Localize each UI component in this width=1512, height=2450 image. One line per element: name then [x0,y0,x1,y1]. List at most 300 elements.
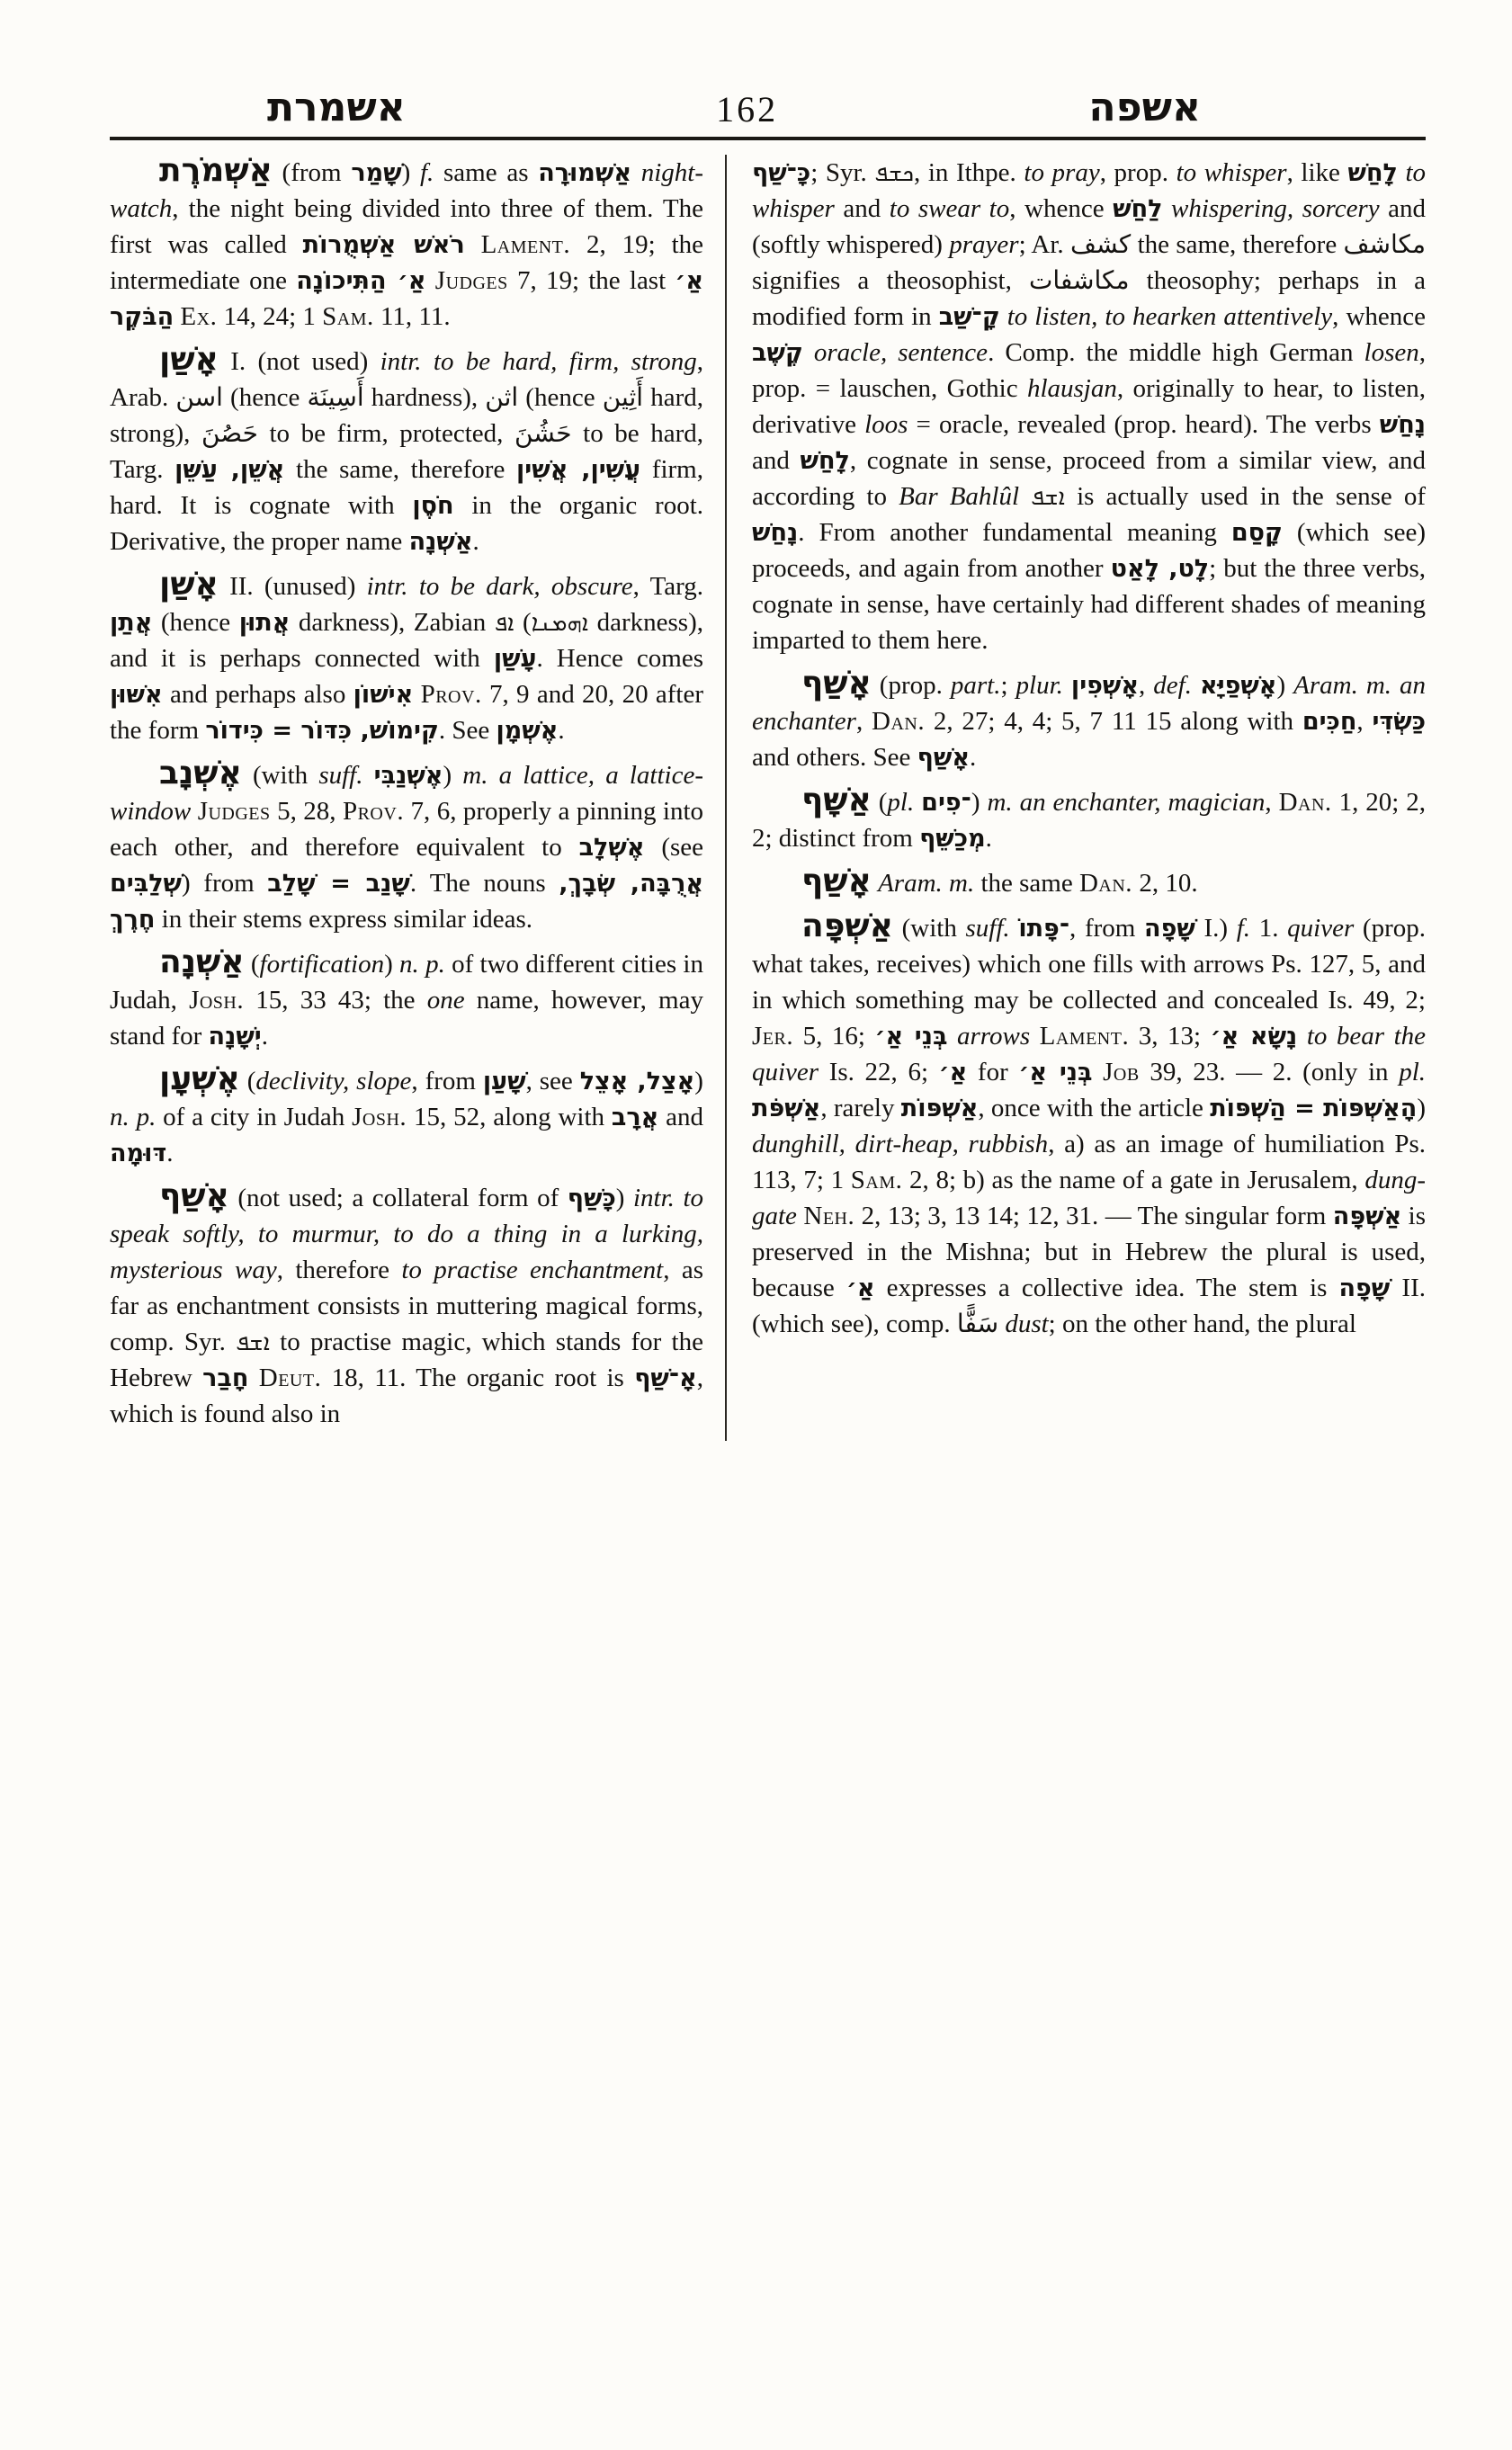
body-text: II. (unused) [218,572,367,601]
hebrew-headword: אָשַׁף [801,863,872,899]
reference-abbrev: Josh. [189,986,245,1015]
italic-text: to bear the quiver [752,1022,1427,1086]
hebrew-text: נָשָׂא אַ׳ [1210,1023,1298,1051]
hebrew-headword: אָשַׁן [159,566,219,603]
body-text: , once with the article [978,1094,1211,1122]
hebrew-text: אֲשֵׁן, עַשֵּׁן [174,456,285,484]
dictionary-entry [110,1060,703,1171]
hebrew-text: אָשְׁפִין [1070,672,1140,700]
body-text [1030,1022,1040,1051]
body-text: expresses a collective idea. The stem is [874,1274,1339,1302]
body-text: 15, 52, along with [407,1103,612,1131]
hebrew-text: נָחַשׁ [1379,411,1426,439]
italic-text: def. [1153,671,1192,700]
reference-abbrev: Prov. [420,680,482,709]
hebrew-text: אֶשְׁמָן [496,717,559,745]
italic-text: fortification [259,950,385,979]
body-text: 15, 33 43; the [244,986,427,1015]
dictionary-entry [752,667,1426,775]
italic-text: plur. [1015,671,1063,700]
body-text [1162,194,1171,223]
hebrew-headword: אֶשְׁעָן [159,1060,240,1097]
body-text: ) [1417,1094,1426,1122]
hebrew-text: חַכִּים [1302,708,1357,736]
hebrew-text: אָשַׁף [917,744,970,772]
syriac-text: ܟܫܦ [874,160,914,187]
body-text: ( [239,1067,256,1095]
hebrew-text: שָׁפָה [1144,915,1195,943]
italic-text: hlausjan [1026,374,1117,403]
hebrew-text: בְּנֵי אַ׳ [1018,1059,1093,1086]
body-text: , [1139,671,1154,700]
body-text: , in Ithpe. [913,158,1024,187]
hebrew-text: אַ׳ הַבֹּקֶר [110,267,704,331]
body-text: , cognate in sense, proceed from a similar view, and according to [752,446,1426,511]
dictionary-entry [752,155,1426,658]
syriac-text: ܐܦ [494,610,514,637]
body-text: (prop. what takes, receives) which one fills with arrows Ps. 127, 5, and in which something may be collected and concealed Is. 49, 2; [752,914,1426,1015]
body-text: the same, therefore [284,455,517,484]
column-left [110,152,725,1441]
body-text: 5, 16; [793,1022,875,1051]
hebrew-text: קִימוֹשׁ, כִּדּוֹר = כִּידוֹר [205,717,439,745]
hebrew-text: קָ־שַׁב [938,303,1000,331]
italic-text: part. [950,671,1001,700]
body-text [408,572,419,601]
body-text: and [752,446,801,475]
hebrew-headword: אַשְׁמֹרֶת [159,152,273,189]
body-text: theosophy; perhaps in a modified form in [752,266,1427,331]
body-text: (prop. [871,671,951,700]
body-text: ( [244,950,260,979]
hebrew-text: לָט, לָאַט [1110,555,1210,583]
italic-text: Aram. m. [878,869,975,898]
dictionary-entry [110,757,703,937]
hebrew-text: אֶשְׁנַבִּי [373,762,443,790]
body-text [803,338,814,367]
hebrew-text: הָאַשְׁפּוֹת = הַשְׁפּוֹת [1210,1095,1418,1122]
syriac-text: ܐܫܦ [236,1329,270,1356]
body-text: (with [241,761,319,790]
body-text: 2, 19; the intermediate one [110,230,703,295]
body-text: 2, 27; 4, 4; 5, 7 11 15 along with [925,707,1302,736]
body-text: , prop. [1099,158,1176,187]
italic-text: dung-gate [752,1166,1427,1230]
italic-text: m. a lattice, a lattice-window [110,761,703,826]
arabic-text: اثن [485,382,519,412]
italic-text: to whisper [1176,158,1287,187]
hebrew-text: שְׁלַבִּים [110,870,183,898]
syriac-text: ܐܫܦ [1031,484,1065,511]
arabic-text: مكاشفات [1028,265,1130,295]
body-text: ; [1000,671,1016,700]
body-text [191,797,197,826]
body-text [1010,914,1019,943]
body-text: 1, 20; 2, 2; distinct from [752,788,1426,853]
body-text: firm, hard. It is cognate with [110,455,703,520]
body-text: , rarely [820,1094,901,1122]
body-text: 3, 13; [1129,1022,1211,1051]
italic-text: intr. [366,572,408,601]
body-text: in the organic root. Derivative, the proper name [110,491,703,556]
header-catchword-left: אשמרת [267,85,406,130]
hebrew-text: מְכַשֵּׁף [919,825,986,853]
hebrew-text: שָׁפָה [1338,1274,1391,1302]
body-text [422,347,434,376]
hebrew-text: אַשְׁפֹּת [752,1095,821,1122]
body-text: (hence [152,608,239,637]
body-text: 39, 23. — 2. (only in [1139,1058,1400,1086]
body-text: is preserved in the Mishna; but in Hebrew the plural is used, because [752,1202,1427,1302]
hebrew-text: עֲשִׁין, אֲשִׁין [516,456,641,484]
body-text: ; on the other hand, the plural [1048,1310,1356,1338]
dictionary-entry [752,910,1426,1342]
body-text: . [985,824,992,853]
body-text: , as far as enchantment consists in muttering magical forms, comp. Syr. [110,1256,703,1356]
hebrew-text: שָׁנַב = שָׁלַב [267,870,410,898]
body-text [1000,302,1007,331]
column-right [727,155,1426,1441]
hebrew-text: אָשְׁפַיָּא [1199,672,1277,700]
body-text: name, however, may stand for [110,986,703,1051]
body-text: of two different cities in Judah, [110,950,703,1015]
hebrew-text: אַ׳ [938,1059,968,1086]
body-text: 2, 8; b) as the name of a gate in Jerusalem, [902,1166,1365,1194]
body-text: , a) as an image of humiliation Ps. 113, 7; 1 [752,1130,1426,1194]
body-text: and others. See [752,743,917,772]
italic-text: n. p. [110,1103,157,1131]
italic-text: to pray [1024,158,1100,187]
hebrew-text: אַשְׁנָה [408,528,473,556]
body-text: , [1265,788,1279,817]
reference-abbrev: Judges [434,266,508,295]
body-text: . See [438,716,497,745]
italic-text: to be hard, firm, strong [433,347,697,376]
reference-abbrev: Judges [197,797,271,826]
body-text: 5, 28, [270,797,343,826]
italic-text: oracle, sentence [813,338,989,367]
body-text: ) [401,158,420,187]
body-text [426,266,435,295]
body-text: ( [871,788,888,817]
body-text: same as [434,158,539,187]
body-text: the same [974,869,1079,898]
body-text: , whence [1009,194,1114,223]
hebrew-text: אֶשְׁלָב [578,834,645,862]
body-text: (hence [222,383,308,412]
body-text: and (softly whispered) [752,194,1426,259]
reference-abbrev: Sam. [322,302,374,331]
body-text: Is. 22, 6; [819,1058,939,1086]
arabic-text: أَثِين [602,382,644,412]
reference-abbrev: Sam. [850,1166,903,1194]
header-catchword-right: אשפה [1088,85,1201,130]
italic-text: loos [864,410,908,439]
hebrew-headword: אָשַׁן [159,341,219,378]
reference-abbrev: Dan. [1078,869,1133,898]
italic-text: arrows [956,1022,1031,1051]
body-text: is actually used in the sense of [1065,482,1426,511]
columns-container [110,140,1426,1441]
hebrew-headword: אַשְׁנָה [159,943,245,980]
reference-abbrev: Dan. [1278,788,1332,817]
hebrew-text: רֹאשׁ אַשְׁמֻרוֹת [302,231,465,259]
body-text: to be hard, Targ. [110,419,703,484]
body-text [1092,1058,1103,1086]
body-text: . [969,743,977,772]
body-text [413,680,420,709]
italic-text: quiver [1287,914,1355,943]
dictionary-entry [752,865,1426,901]
body-text: hardness), [363,383,486,412]
body-text: I. (not used) [218,347,380,376]
hebrew-text: יְשָׁנָה [208,1023,262,1051]
italic-text: one [426,986,465,1015]
body-text: , from [1069,914,1145,943]
hebrew-text: אִשּׁוּן [110,681,163,709]
body-text [363,761,374,790]
hebrew-text: אַ׳ הַתִּיכוֹנָה [296,267,426,295]
arabic-text: مكاشف [1343,229,1426,259]
body-text: the same, therefore [1131,230,1344,259]
body-text: 14, 24; 1 [217,302,323,331]
reference-abbrev: Ex. [180,302,218,331]
body-text: . [166,1139,174,1167]
body-text: ( [514,608,532,637]
dictionary-entry [110,341,703,559]
reference-abbrev: Prov. [342,797,405,826]
hebrew-text: אַ׳ [845,1274,875,1302]
body-text: , whence [1332,302,1426,331]
body-text: ) [971,788,988,817]
dictionary-entry [110,568,703,748]
body-text: I.) [1194,914,1237,943]
italic-text: suff. [965,914,1010,943]
body-text: , therefore [276,1256,402,1284]
italic-text: f. [419,158,434,187]
body-text [1297,1022,1307,1051]
italic-text: whispering, sorcery [1171,194,1380,223]
body-text: ) [1276,671,1294,700]
arabic-text: أَسِينَة [307,382,364,412]
hebrew-text: לָחַשׁ [1347,159,1398,187]
hebrew-text: חֹסֶן [412,492,454,520]
body-text: hard, strong), [110,383,703,448]
body-text: , prop. = lauschen, Gothic [752,338,1427,403]
body-text: (with [892,914,966,943]
italic-text: dust [1005,1310,1049,1338]
dictionary-entry [110,152,704,335]
body-text: , like [1286,158,1348,187]
body-text: , Targ. [632,572,704,601]
body-text: 11, 11. [373,302,451,331]
italic-text: dunghill, dirt-heap, rubbish [752,1130,1049,1158]
body-text: ; but the three verbs, cognate in sense, have certainly had different shades of meaning imparted to them here. [752,554,1426,655]
italic-text: intr. [380,347,422,376]
body-text: ) [615,1184,633,1212]
italic-text: to swear to [889,194,1010,223]
body-text: darkness), Zabian [290,608,495,637]
hebrew-text: דּוּמָה [110,1140,167,1167]
hebrew-text: אַשְׁפָּה [1332,1203,1402,1230]
hebrew-text: ־פָּתוֹ [1018,915,1070,943]
body-text: (not used; a collateral form of [228,1184,568,1212]
hebrew-text: חָבַר [202,1364,249,1392]
body-text: = oracle, revealed (prop. heard). The verbs [908,410,1380,439]
reference-abbrev: Josh. [352,1103,407,1131]
body-text: 18, 11. The organic root is [321,1364,635,1392]
hebrew-text: אָ־שַׁף [634,1364,697,1392]
hebrew-headword: אָשַׁף [801,665,872,702]
hebrew-text: שָׁעַן [482,1068,526,1095]
italic-text: to practise enchantment [401,1256,664,1284]
body-text: (hence [518,383,603,412]
body-text: , originally to hear, to listen, derivative [752,374,1426,439]
body-text [248,1364,258,1392]
body-text: and perhaps also [162,680,353,709]
body-text [465,230,481,259]
italic-text: to listen, to hearken attentively [1007,302,1333,331]
page-header [110,63,1426,140]
dictionary-entry [110,1177,704,1432]
body-text: ) from [182,869,268,898]
hebrew-text: עָשַׁן [493,645,537,673]
hebrew-headword: אָשַׁף [159,1177,229,1214]
body-text: . [472,527,479,556]
italic-text: night-watch [110,158,703,223]
body-text: 7, 9 and 20, 20 after the form [110,680,703,745]
body-text: , see [525,1067,580,1095]
italic-text: n. p. [399,950,445,979]
body-text: 7, 6, properly a pinning into each other, and therefore equivalent to [110,797,704,862]
italic-text: intr. [632,1184,675,1212]
body-text: darkness), and it is perhaps connected with [110,608,703,673]
reference-abbrev: Lament. [1039,1022,1130,1051]
body-text: of a city in Judah [156,1103,353,1131]
body-text: , from [411,1067,483,1095]
reference-abbrev: Deut. [258,1364,322,1392]
body-text: . [558,716,565,745]
body-text: and [834,194,890,223]
body-text: 1. [1250,914,1288,943]
body-text: . The nouns [409,869,559,898]
body-text: 2, 13; 3, 13 14; 12, 31. — The singular form [854,1202,1333,1230]
hebrew-text: אֲתוּן [238,609,291,637]
body-text: . [261,1022,268,1051]
hebrew-text: אֲרֻבָּה, שְׂבָךְ, חֶרֶךְ [110,870,703,934]
hebrew-headword: אַשְׁפָּה [801,908,893,944]
hebrew-text: לַחַשׁ [1113,195,1163,223]
hebrew-text: כָּ־שַׁף [752,159,811,187]
italic-text: to speak softly, to murmur, to do a thing in a lurking, mysterious way [110,1184,704,1284]
body-text: in their stems express similar ideas. [155,905,533,934]
hebrew-text: אֲרָב [611,1104,659,1131]
body-text: 2, 10. [1132,869,1198,898]
hebrew-text: אַשְׁפּוֹת [900,1095,979,1122]
reference-abbrev: Dan. [872,707,926,736]
body-text: 7, 19; the last [507,266,675,295]
body-text [1019,482,1031,511]
hebrew-text: אַשְׁמוּרָה [538,159,631,187]
hebrew-text: נָחַשׁ [752,519,799,547]
body-text: , Arab. [110,347,703,412]
hebrew-text: קָסַם [1230,519,1283,547]
reference-abbrev: Neh. [803,1202,855,1230]
body-text: (from [272,158,352,187]
hebrew-text: לָחַשׁ [800,447,850,475]
arabic-text: كشف [1069,229,1132,259]
body-text [1063,671,1071,700]
reference-abbrev: Lament. [480,230,571,259]
body-text: , [855,707,872,736]
italic-text: Aram. m. an enchanter [752,671,1427,736]
body-text: ) [694,1067,703,1095]
body-text: , which is found also in [110,1364,703,1428]
reference-abbrev: Jer. [752,1022,794,1051]
body-text [914,788,921,817]
reference-abbrev: Job [1103,1058,1140,1086]
body-text: (which see) proceeds, and again from another [752,518,1426,583]
dictionary-entry [110,943,703,1054]
italic-text: f. [1236,914,1251,943]
body-text: ; Syr. [810,158,875,187]
hebrew-text: בְּנֵי אַ׳ [874,1023,948,1051]
body-text: for [967,1058,1019,1086]
italic-text: Bar Bahlûl [899,482,1020,511]
hebrew-text: קֶשֶׁב [752,339,803,367]
body-text: and [658,1103,703,1131]
hebrew-headword: אַשָּׁף [801,782,872,818]
italic-text: to be dark, obscure [418,572,633,601]
italic-text: m. an enchanter, magician [987,788,1266,817]
body-text: (see [644,833,704,862]
arabic-text: حَشُنَ [514,418,572,448]
hebrew-headword: אֶשְׁנָב [159,755,242,791]
hebrew-text: אָצַל, אָצֵל [579,1068,695,1095]
body-text: , the night being divided into three of them. The first was called [110,194,703,259]
hebrew-text: שָׁמַר [351,159,402,187]
italic-text: prayer [949,230,1019,259]
hebrew-text: אֲתַן [110,609,153,637]
body-text: . Comp. the middle high German [988,338,1364,367]
arabic-text: اسن [175,382,223,412]
hebrew-text: ־פִים [921,789,971,817]
arabic-text: حَصُنَ [201,418,258,448]
body-text: to practise magic, which stands for the Hebrew [110,1328,703,1392]
body-text [872,869,878,898]
body-text: II. (which see), comp. [752,1274,1426,1338]
body-text: . From another fundamental meaning [798,518,1231,547]
italic-text: losen [1364,338,1419,367]
hebrew-text: כָּשַׁף [567,1185,616,1212]
body-text: to be firm, protected, [257,419,514,448]
body-text: ) [384,950,400,979]
hebrew-text: אִישׁוֹן [353,681,414,709]
body-text [947,1022,957,1051]
page-number: 162 [716,89,779,130]
dictionary-entry [752,784,1426,856]
body-text: . Hence comes [536,644,703,673]
body-text: signifies a theosophist, [752,266,1029,295]
body-text: , [1356,707,1373,736]
body-text: ) [443,761,463,790]
syriac-text: ܐܗܡܢܐ [531,610,589,637]
body-text [631,158,641,187]
italic-text: pl. [887,788,915,817]
arabic-text: سَفًّا [956,1309,999,1338]
body-text [1192,671,1200,700]
italic-text: to whisper [752,158,1426,223]
